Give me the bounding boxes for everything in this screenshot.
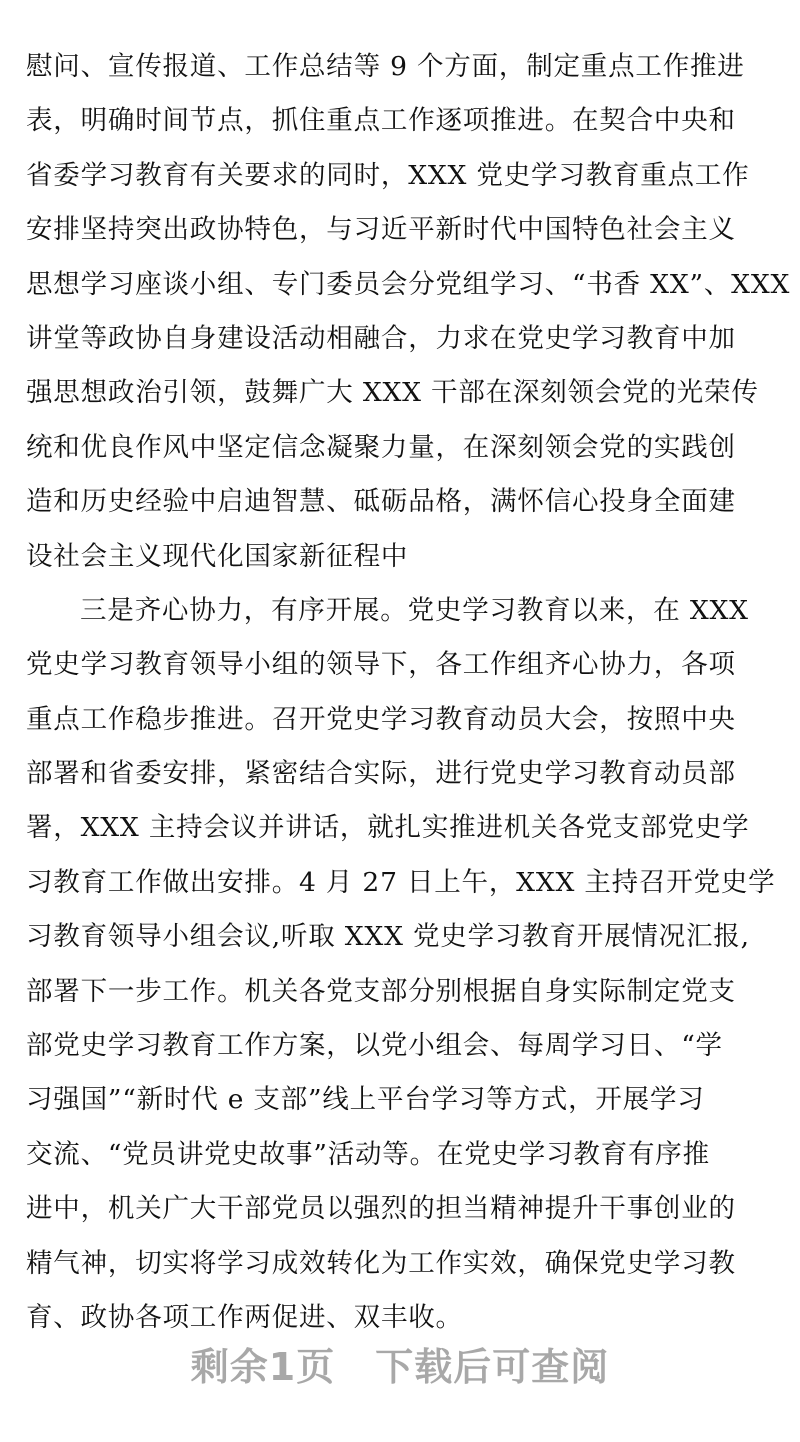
text-line: 安排坚持突出政协特色，与习近平新时代中国特色社会主义 [26,214,736,246]
text-line: 讲堂等政协自身建设活动相融合，力求在党史学习教育中加 [26,322,736,354]
download-to-view-label: 下载后可查阅 [375,1345,610,1389]
text-line: 习教育工作做出安排。4 月 27 日上午，XXX 主持召开党史学 [26,866,776,898]
text-line: 慰问、宣传报道、工作总结等 9 个方面，制定重点工作推进 [26,51,745,82]
document-body [26,40,791,1345]
remaining-pages-label: 剩余1页 [190,1345,336,1389]
text-line: 表，明确时间节点，抓住重点工作逐项推进。在契合中央和 [26,105,736,137]
text-line: 强思想政治引领，鼓舞广大 XXX 干部在深刻领会党的光荣传 [26,377,759,409]
text-line: 署，XXX 主持会议并讲话，就扎实推进机关各党支部党史学 [26,812,750,844]
text-line: 统和优良作风中坚定信念凝聚力量，在深刻领会党的实践创 [26,431,736,463]
text-line: 部党史学习教育工作方案，以党小组会、每周学习日、“学 [26,1030,723,1062]
text-line: 设社会主义现代化国家新征程中 [26,540,409,572]
text-line: 部署和省委安排，紧密结合实际，进行党史学习教育动员部 [26,758,736,790]
text-line: 思想学习座谈小组、专门委员会分党组学习、“书香 XX”、XXX [26,268,791,300]
download-prompt[interactable] [0,1336,800,1391]
text-line: 习教育领导小组会议,听取 XXX 党史学习教育开展情况汇报, [26,921,750,953]
text-line: 精气神，切实将学习成效转化为工作实效，确保党史学习教 [26,1247,736,1279]
text-line: 进中，机关广大干部党员以强烈的担当精神提升干事创业的 [26,1193,736,1225]
text-line: 部署下一步工作。机关各党支部分别根据自身实际制定党支 [26,975,736,1007]
text-line: 造和历史经验中启迪智慧、砥砺品格，满怀信心投身全面建 [26,486,736,518]
text-line: 交流、“党员讲党史故事”活动等。在党史学习教育有序推 [26,1138,710,1170]
text-line: 育、政协各项工作两促进、双丰收。 [26,1301,463,1333]
text-line: 党史学习教育领导小组的领导下，各工作组齐心协力，各项 [26,649,736,681]
text-line: 习强国”“新时代 e 支部”线上平台学习等方式，开展学习 [26,1084,705,1116]
paragraph-start-line: 三是齐心协力，有序开展。党史学习教育以来，在 XXX [80,594,749,626]
text-line: 重点工作稳步推进。召开党史学习教育动员大会，按照中央 [26,703,736,735]
text-line: 省委学习教育有关要求的同时，XXX 党史学习教育重点工作 [26,159,750,191]
